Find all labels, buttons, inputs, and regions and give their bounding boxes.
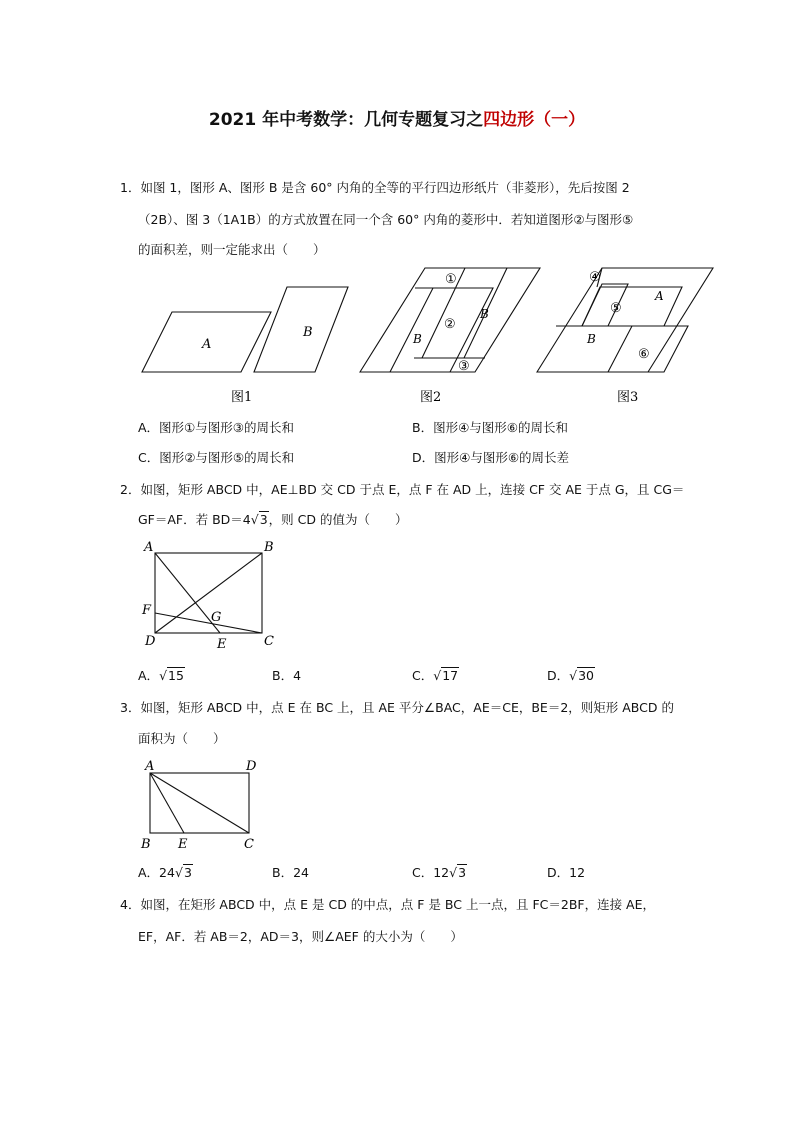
fig1-caption: 图1: [231, 390, 253, 405]
q1-fig1: [142, 287, 348, 372]
fig2-label-b2: B: [480, 307, 489, 321]
q3-label-a: A: [145, 759, 155, 774]
q2-label-a: A: [144, 540, 154, 555]
q3-option-a-radicand: 3: [183, 865, 192, 880]
q2-option-a-radicand: 15: [168, 668, 184, 683]
q2-line1: 2．如图，矩形 ABCD 中，AE⊥BD 交 CD 于点 E，点 F 在 AD 上，连接 CF 交 AE 于点 G，且 CG＝: [120, 482, 685, 497]
q2-option-c-radicand: 17: [442, 668, 459, 683]
q1-line3: 的面积差，则一定能求出（ ）: [138, 242, 326, 257]
fig2-region-3: ③: [458, 359, 470, 374]
q1-line2: （2B）、图 3（1A1B）的方式放置在同一个含 60° 内角的菱形中．若知道图形②与图形⑤: [138, 212, 634, 227]
fig2-region-1: ①: [445, 272, 457, 287]
q2-option-c: [412, 666, 459, 684]
fig2-label-b1: B: [413, 332, 422, 346]
q3-label-b: B: [141, 837, 151, 852]
q3-option-c: [412, 863, 467, 881]
q3-option-d: D．12: [547, 865, 586, 880]
q2-segment-cf: [155, 613, 262, 633]
q2-figure: [138, 536, 288, 654]
q2-diagonal-bd: [155, 553, 262, 633]
q2-option-d-prefix: D．: [547, 668, 570, 683]
q4-line1: 4．如图，在矩形 ABCD 中，点 E 是 CD 的中点，点 F 是 BC 上一点，且 FC＝2BF，连接 AE，: [120, 897, 656, 912]
fig3-label-a: A: [655, 289, 664, 303]
q4-line2: EF，AF．若 AB＝2，AD＝3，则∠AEF 的大小为（ ）: [138, 929, 463, 944]
q2-label-b: B: [264, 540, 274, 555]
q2-line2: [138, 510, 407, 528]
sqrt-icon: √: [159, 668, 168, 683]
fig3-region-4: ④: [589, 270, 601, 285]
sqrt-icon: √: [569, 668, 578, 683]
q2-option-d-radicand: 30: [578, 668, 595, 683]
fig2-caption: 图2: [420, 390, 442, 405]
q3-option-c-prefix: C．12: [412, 865, 450, 880]
q1-line1: 1．如图 1，图形 A、图形 B 是含 60° 内角的全等的平行四边形纸片（非菱形），先后按图 2: [120, 180, 630, 195]
q2-line2-b: ，则 CD 的值为（ ）: [268, 512, 408, 527]
fig2-region-2: ②: [444, 317, 456, 332]
q2-option-a-prefix: A．: [138, 668, 160, 683]
q3-line2: 面积为（ ）: [138, 731, 226, 746]
fig3-label-b: B: [587, 332, 596, 346]
q1-option-b: B．图形④与图形⑥的周长和: [412, 420, 568, 435]
q3-option-c-radicand: 3: [458, 865, 467, 880]
fig3-piece-a: [582, 287, 682, 326]
q1-option-d: D．图形④与图形⑥的周长差: [412, 450, 570, 465]
q1-figures: [130, 262, 730, 412]
q3-label-e: E: [178, 837, 188, 852]
q2-option-d: [547, 666, 595, 684]
fig1-label-a: A: [202, 337, 212, 352]
page-title: [0, 105, 794, 130]
fig1-label-b: B: [303, 325, 313, 340]
q3-label-d: D: [246, 759, 257, 774]
q1-option-c: C．图形②与图形⑤的周长和: [138, 450, 295, 465]
q3-option-b: B．24: [272, 865, 309, 880]
q2-label-f: F: [142, 603, 152, 618]
fig1-parallelogram-b: [254, 287, 348, 372]
sqrt-icon: √: [449, 865, 458, 880]
q3-label-c: C: [244, 837, 254, 852]
q2-option-b: B．4: [272, 668, 302, 683]
q3-figure: [138, 755, 268, 855]
q3-option-a: [138, 863, 193, 881]
q2-option-c-prefix: C．: [412, 668, 434, 683]
q2-label-e: E: [217, 637, 227, 652]
q3-segment-ae: [150, 773, 184, 833]
sqrt-icon: √: [433, 668, 442, 683]
q2-label-g: G: [211, 610, 222, 625]
fig3-caption: 图3: [617, 390, 639, 405]
sqrt-icon: √: [174, 865, 183, 880]
q2-label-c: C: [264, 634, 274, 649]
q2-line2-radicand: 3: [259, 512, 268, 527]
title-highlight: 四边形（一）: [483, 110, 586, 130]
q1-option-a: A．图形①与图形③的周长和: [138, 420, 294, 435]
q3-diagonal-ac: [150, 773, 249, 833]
q2-option-a: [138, 666, 185, 684]
q1-fig3: [537, 268, 713, 372]
q3-line1: 3．如图，矩形 ABCD 中，点 E 在 BC 上，且 AE 平分∠BAC，AE＝CE，BE＝2，则矩形 ABCD 的: [120, 700, 674, 715]
q2-line2-a: GF＝AF．若 BD＝4: [138, 512, 251, 527]
sqrt-icon: √: [250, 512, 259, 527]
fig3-region-6: ⑥: [638, 347, 650, 362]
fig3-region-5: ⑤: [610, 301, 622, 316]
q2-label-d: D: [145, 634, 156, 649]
q3-option-a-prefix: A．24: [138, 865, 175, 880]
title-main: 2021 年中考数学：几何专题复习之: [208, 110, 484, 130]
